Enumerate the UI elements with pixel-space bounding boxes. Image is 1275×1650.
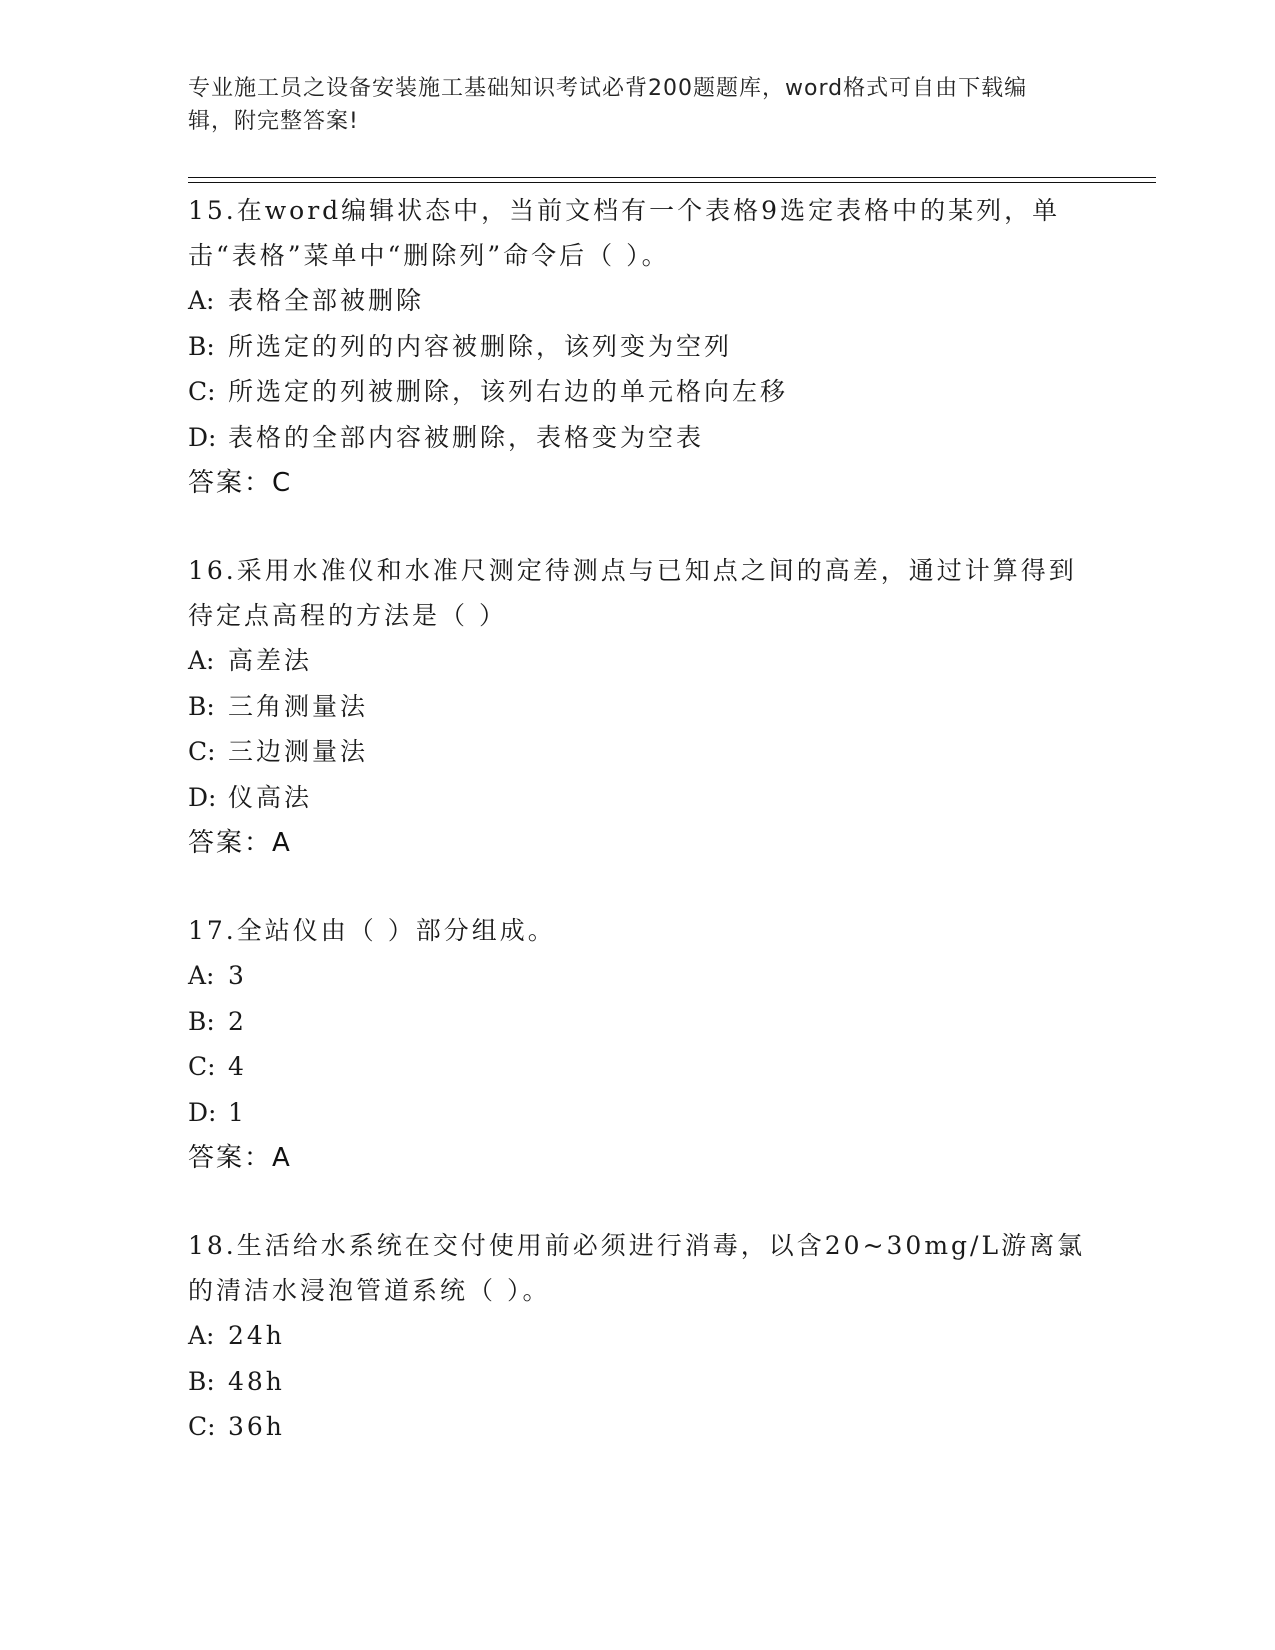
option-b [188,1359,1088,1405]
option-text: 表格全部被删除 [228,286,425,315]
option-text: 所选定的列被删除，该列右边的单元格向左移 [228,377,789,406]
option-c [188,1044,1088,1090]
option-letter: A: [188,646,215,675]
option-d [188,415,1088,461]
option-d [188,775,1088,821]
option-text: 36h [228,1412,285,1441]
question-15 [188,188,1088,506]
option-text: 三边测量法 [228,737,369,766]
option-c [188,369,1088,415]
option-text: 仪高法 [228,782,313,812]
option-text: 高差法 [228,646,313,675]
question-text: 17.全站仪由（ ）部分组成。 [188,916,556,945]
question-17 [188,908,1088,1181]
option-a [188,638,1088,684]
option-letter: D: [188,422,217,452]
question-text: 15.在word编辑状态中，当前文档有一个表格9选定表格中的某列，单击“表格”菜单中“删除列”命令后（ ）。 [188,196,1061,270]
option-letter: C: [188,1412,216,1441]
option-letter: C: [188,377,216,406]
option-text: 3 [228,961,247,990]
option-a [188,953,1088,999]
question-text: 16.采用水准仪和水准尺测定待测点与已知点之间的高差，通过计算得到待定点高程的方法是（ ） [188,556,1077,630]
option-letter: B: [188,331,215,361]
option-letter: B: [188,1006,215,1036]
option-letter: B: [188,691,215,721]
option-text: 48h [228,1366,285,1396]
question-18 [188,1223,1088,1450]
option-text: 1 [228,1097,247,1127]
option-text: 24h [228,1321,285,1350]
option-b [188,999,1088,1045]
answer-text: 答案：A [188,828,292,858]
document-header: 专业施工员之设备安装施工基础知识考试必背200题题库，word格式可自由下载编辑，附完整答案! [188,76,1028,134]
option-c [188,729,1088,775]
header-divider-bottom [188,182,1156,183]
option-a [188,1313,1088,1359]
option-text: 三角测量法 [228,691,369,721]
option-d [188,1090,1088,1136]
option-letter: A: [188,286,215,315]
option-letter: D: [188,782,217,812]
answer-text: 答案：A [188,1143,292,1173]
option-letter: C: [188,1052,216,1081]
option-text: 4 [228,1052,247,1081]
header-divider-top [188,177,1156,178]
option-letter: D: [188,1097,217,1127]
option-letter: A: [188,961,215,990]
option-text: 所选定的列的内容被删除，该列变为空列 [228,331,733,361]
answer-text: 答案：C [188,468,293,498]
question-list [188,188,1088,1492]
question-text: 18.生活给水系统在交付使用前必须进行消毒，以含20~30mg/L游离氯的清洁水浸泡管道系统（ ）。 [188,1231,1086,1305]
option-a [188,278,1088,324]
option-letter: A: [188,1321,215,1350]
option-text: 2 [228,1006,247,1036]
question-16 [188,548,1088,866]
option-b [188,324,1088,370]
option-c [188,1404,1088,1450]
option-letter: C: [188,737,216,766]
option-text: 表格的全部内容被删除，表格变为空表 [228,422,705,452]
option-letter: B: [188,1366,215,1396]
option-b [188,684,1088,730]
